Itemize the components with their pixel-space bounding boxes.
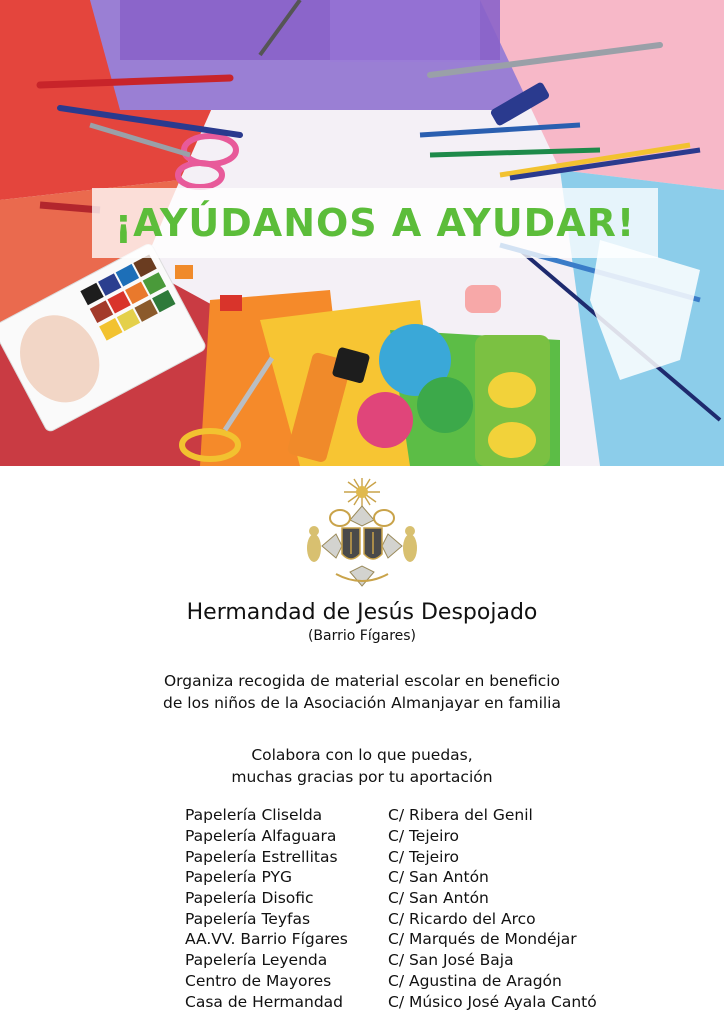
location-address: C/ San José Baja bbox=[388, 951, 514, 970]
location-name: Papelería Teyfas bbox=[185, 909, 311, 928]
brotherhood-crest-logo bbox=[300, 476, 424, 596]
thanks-line-1: Colabora con lo que puedas, bbox=[251, 746, 473, 764]
list-item bbox=[185, 929, 645, 950]
location-name: Papelería PYG bbox=[185, 868, 292, 887]
location-address: C/ Tejeiro bbox=[388, 827, 460, 846]
location-address: C/ Músico José Ayala Cantó bbox=[388, 992, 597, 1011]
location-address: C/ Tejeiro bbox=[388, 847, 460, 866]
location-address: C/ Ricardo del Arco bbox=[388, 909, 536, 928]
location-address: C/ Agustina de Aragón bbox=[388, 971, 562, 990]
headline-banner bbox=[92, 188, 658, 258]
location-address: C/ Ribera del Genil bbox=[388, 806, 533, 825]
list-item bbox=[185, 991, 645, 1012]
collection-points-list bbox=[185, 805, 645, 1012]
list-item bbox=[185, 888, 645, 909]
list-item bbox=[185, 846, 645, 867]
location-address: C/ San Antón bbox=[388, 868, 489, 887]
location-name: AA.VV. Barrio Fígares bbox=[185, 930, 348, 949]
thanks-line-2: muchas gracias por tu aportación bbox=[231, 768, 493, 786]
location-name: Papelería Leyenda bbox=[185, 951, 328, 970]
list-item bbox=[185, 867, 645, 888]
list-item bbox=[185, 826, 645, 847]
location-name: Papelería Disofic bbox=[185, 889, 314, 908]
location-name: Casa de Hermandad bbox=[185, 992, 344, 1011]
list-item bbox=[185, 805, 645, 826]
headline-text: ¡AYÚDANOS A AYUDAR! bbox=[114, 201, 636, 245]
location-name: Centro de Mayores bbox=[185, 971, 332, 990]
description-line-1: Organiza recogida de material escolar en beneficio bbox=[163, 672, 561, 690]
location-name: Papelería Cliselda bbox=[185, 806, 323, 825]
location-address: C/ San Antón bbox=[388, 889, 489, 908]
list-item bbox=[185, 971, 645, 992]
list-item bbox=[185, 950, 645, 971]
description-line-2: de los niños de la Asociación Almanjayar en familia bbox=[163, 694, 561, 712]
location-name: Papelería Estrellitas bbox=[185, 847, 338, 866]
description-paragraph bbox=[0, 670, 724, 714]
organization-subtitle: (Barrio Fígares) bbox=[307, 628, 417, 644]
list-item bbox=[185, 908, 645, 929]
organization-name: Hermandad de Jesús Despojado bbox=[186, 600, 538, 625]
thanks-paragraph bbox=[0, 744, 724, 788]
location-address: C/ Marqués de Mondéjar bbox=[388, 930, 577, 949]
location-name: Papelería Alfaguara bbox=[185, 827, 337, 846]
